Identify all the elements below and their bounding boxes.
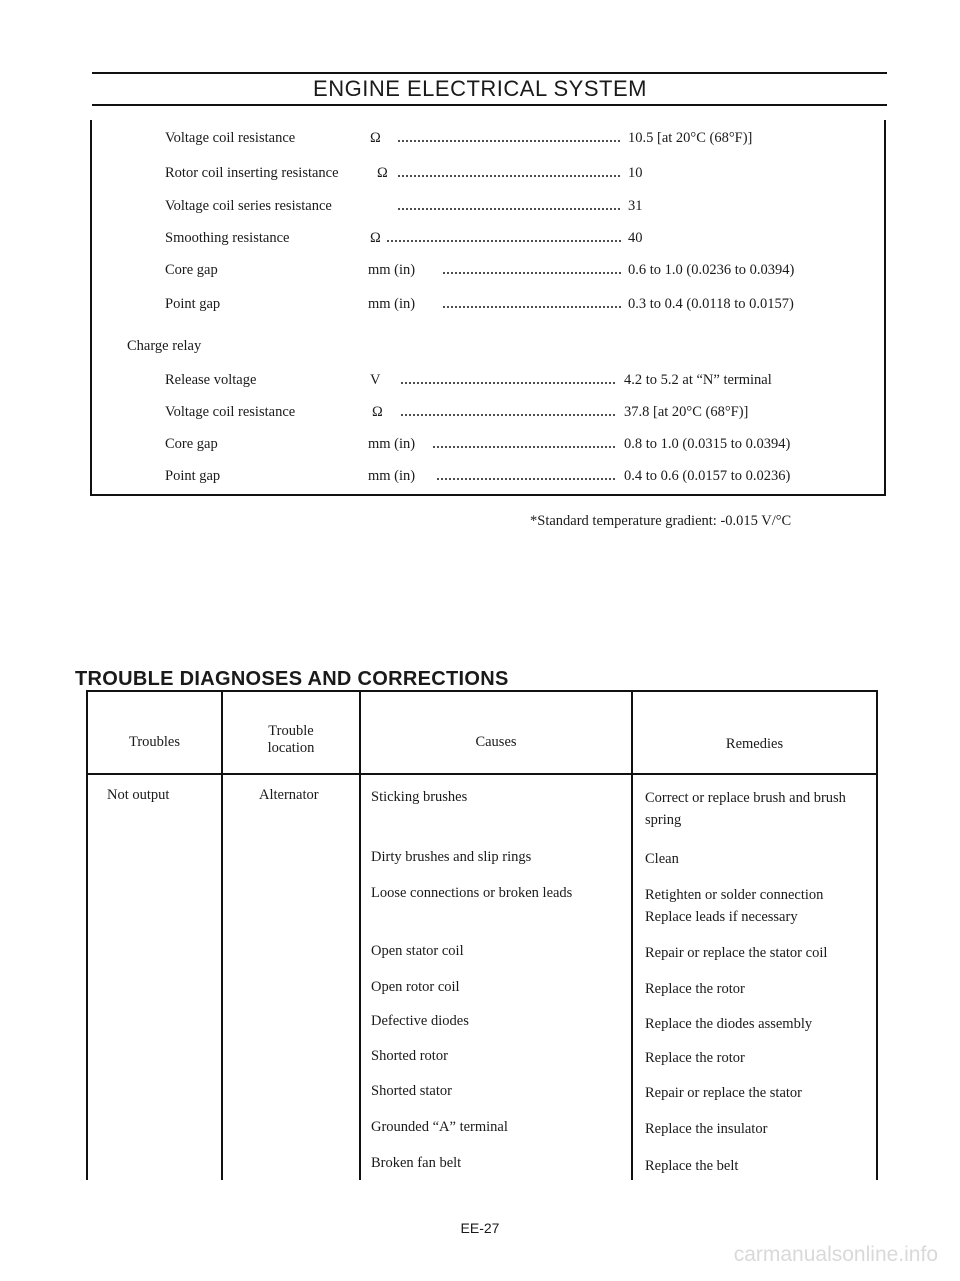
spec-label: Core gap bbox=[165, 262, 218, 278]
page-number: EE-27 bbox=[460, 1220, 500, 1236]
spec-label: Voltage coil resistance bbox=[165, 130, 296, 146]
remedy-cell: Clean bbox=[645, 851, 679, 867]
spec-value: 0.4 to 0.6 (0.0157 to 0.0236) bbox=[624, 468, 791, 484]
spec-unit: V bbox=[370, 372, 381, 388]
leader-dots bbox=[397, 203, 621, 215]
table-right-border bbox=[876, 690, 878, 1180]
spec-value: 4.2 to 5.2 at “N” terminal bbox=[624, 372, 772, 388]
spec-unit: Ω bbox=[377, 165, 388, 181]
leader-dots bbox=[397, 170, 621, 182]
leader-dots bbox=[386, 235, 621, 247]
spec-value: 0.6 to 1.0 (0.0236 to 0.0394) bbox=[628, 262, 795, 278]
header-causes: Causes bbox=[475, 734, 517, 750]
cause-cell: Defective diodes bbox=[371, 1013, 469, 1029]
trouble-section-title: TROUBLE DIAGNOSES AND CORRECTIONS bbox=[75, 668, 509, 690]
spec-value: 0.8 to 1.0 (0.0315 to 0.0394) bbox=[624, 436, 791, 452]
spec-unit: Ω bbox=[370, 130, 381, 146]
remedy-cell: Correct or replace brush and brush spring bbox=[645, 790, 846, 828]
cause-cell: Shorted stator bbox=[371, 1083, 452, 1099]
temperature-footnote: *Standard temperature gradient: -0.015 V/°C bbox=[530, 513, 792, 529]
spec-label: Point gap bbox=[165, 296, 221, 312]
cause-cell: Sticking brushes bbox=[371, 789, 468, 805]
cause-cell: Shorted rotor bbox=[371, 1048, 448, 1064]
cause-cell: Broken fan belt bbox=[371, 1155, 462, 1171]
spec-value: 0.3 to 0.4 (0.0118 to 0.0157) bbox=[628, 296, 794, 312]
spec-label: Point gap bbox=[165, 468, 221, 484]
table-top-rule bbox=[86, 690, 878, 692]
spec-value: 10 bbox=[628, 165, 643, 181]
remedy-cell: Retighten or solder connection Replace leads if necessary bbox=[645, 887, 824, 925]
header-rule-bottom bbox=[92, 104, 887, 106]
cause-cell: Open stator coil bbox=[371, 943, 464, 959]
header-trouble-location bbox=[223, 723, 359, 757]
leader-dots bbox=[400, 377, 616, 389]
cause-cell: Grounded “A” terminal bbox=[371, 1119, 508, 1135]
spec-label: Smoothing resistance bbox=[165, 230, 290, 246]
spec-unit: Ω bbox=[370, 230, 381, 246]
spec-unit: mm (in) bbox=[368, 436, 416, 452]
header-rule-top bbox=[92, 72, 887, 74]
leader-dots bbox=[442, 267, 621, 279]
spec-value: 37.8 [at 20°C (68°F)] bbox=[624, 404, 749, 420]
spec-label: Core gap bbox=[165, 436, 218, 452]
table-header-rule bbox=[86, 773, 878, 775]
cause-cell: Open rotor coil bbox=[371, 979, 460, 995]
leader-dots bbox=[436, 473, 616, 485]
table-col-divider-1 bbox=[221, 690, 223, 1180]
header-location-line1: Trouble bbox=[268, 723, 314, 739]
remedy-cell: Repair or replace the stator bbox=[645, 1085, 803, 1101]
remedy-cell: Replace the insulator bbox=[645, 1121, 768, 1137]
spec-label: Voltage coil series resistance bbox=[165, 198, 332, 214]
table-col-divider-3 bbox=[631, 690, 633, 1180]
spec-label: Rotor coil inserting resistance bbox=[165, 165, 339, 181]
spec-label: Voltage coil resistance bbox=[165, 404, 296, 420]
header-troubles: Troubles bbox=[128, 734, 181, 750]
trouble-cell: Not output bbox=[107, 787, 170, 803]
table-left-border bbox=[86, 690, 88, 1180]
spec-unit: mm (in) bbox=[368, 262, 416, 278]
location-cell: Alternator bbox=[259, 787, 319, 803]
spec-value: 31 bbox=[628, 198, 643, 214]
leader-dots bbox=[397, 135, 621, 147]
table-col-divider-2 bbox=[359, 690, 361, 1180]
spec-value: 10.5 [at 20°C (68°F)] bbox=[628, 130, 753, 146]
charge-relay-label: Charge relay bbox=[127, 338, 202, 354]
spec-label: Release voltage bbox=[165, 372, 257, 388]
spec-unit: mm (in) bbox=[368, 296, 416, 312]
page-title: ENGINE ELECTRICAL SYSTEM bbox=[313, 76, 647, 101]
header-location-line2: location bbox=[267, 740, 315, 756]
remedy-cell: Replace the rotor bbox=[645, 1050, 745, 1066]
spec-value: 40 bbox=[628, 230, 643, 246]
header-remedies: Remedies bbox=[725, 736, 784, 752]
watermark: carmanualsonline.info bbox=[733, 1243, 938, 1266]
remedy-cell: Repair or replace the stator coil bbox=[645, 945, 828, 961]
leader-dots bbox=[400, 409, 616, 421]
cause-cell: Loose connections or broken leads bbox=[371, 885, 573, 901]
leader-dots bbox=[432, 441, 616, 453]
remedy-cell: Replace the diodes assembly bbox=[645, 1016, 813, 1032]
remedy-cell: Replace the rotor bbox=[645, 981, 745, 997]
spec-unit: Ω bbox=[372, 404, 383, 420]
cause-cell: Dirty brushes and slip rings bbox=[371, 849, 532, 865]
leader-dots bbox=[442, 301, 621, 313]
remedy-cell: Replace the belt bbox=[645, 1158, 739, 1174]
spec-unit: mm (in) bbox=[368, 468, 416, 484]
